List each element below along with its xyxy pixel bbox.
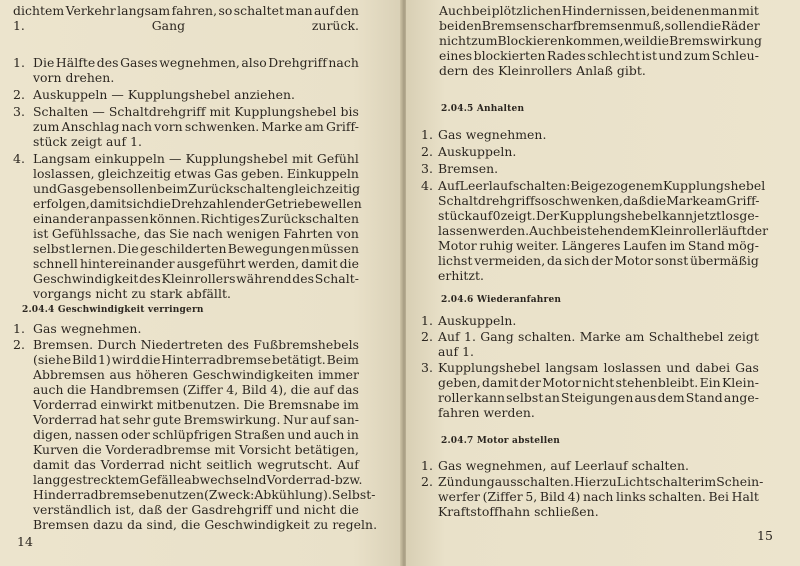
stop-step-line: erhitzt. — [438, 268, 485, 283]
stop-step-line: Auf Leerlauf schalten: Bei gezogenem Kupplungshebel — [438, 178, 766, 193]
restart-step-line: Auskuppeln. — [438, 313, 517, 328]
left-intro-line: 1. Gang zurück. — [13, 18, 359, 33]
right-intro-line: Auch bei plötzlichen Hindernissen, bei denen man mit — [439, 3, 759, 18]
left-step-line: schnell hintereinander ausgeführt werden, damit die — [33, 256, 359, 271]
engine-off-step-number: 1. — [421, 458, 434, 473]
left-step-line: Schalten — Schaltdrehgriff mit Kupplungshebel bis — [33, 104, 359, 119]
section-heading-anhalten: 2.04.5 Anhalten — [441, 104, 525, 114]
left-step-line: Geschwindigkeit des Kleinrollers während des Schalt- — [33, 271, 359, 286]
restart-step-line: geben, damit der Motor nicht stehenbleibt. Ein Klein- — [438, 375, 759, 390]
restart-step-number: 1. — [421, 313, 434, 328]
brake-step-line: damit das Vorderrad nicht seitlich wegrutscht. Auf — [33, 457, 359, 472]
page-number-right: 15 — [757, 528, 773, 543]
left-step-number: 3. — [13, 104, 26, 119]
stop-step-line: stück auf 0 zeigt. Der Kupplungshebel kann jetzt losge- — [438, 208, 759, 223]
left-step-line: ist Gefühlssache, das Sie nach wenigen Fahrten von — [33, 226, 359, 241]
engine-off-step-number: 2. — [421, 474, 434, 489]
left-step-line: einander anpassen können. Richtiges Zurückschalten — [33, 211, 359, 226]
left-step-line: vorgangs nicht zu stark abfällt. — [33, 286, 231, 301]
left-step-line: selbst lernen. Die geschilderten Bewegungen müssen — [33, 241, 359, 256]
restart-step-number: 3. — [421, 360, 434, 375]
brake-step-line: verständlich ist, daß der Gasdrehgriff und nicht die — [33, 502, 359, 517]
left-step-number: 4. — [13, 151, 26, 166]
brake-step-line: Vorderrad hat sehr gute Bremswirkung. Nur auf san- — [33, 412, 359, 427]
brake-step-line: Vorderrad einwirkt mitbenutzen. Die Bremsnabe im — [33, 397, 359, 412]
engine-off-step-line: Gas wegnehmen, auf Leerlauf schalten. — [438, 458, 689, 473]
section-heading-wiederanfahren: 2.04.6 Wiederanfahren — [441, 295, 562, 305]
restart-step-line: fahren werden. — [438, 405, 535, 420]
brake-step-line: Gas wegnehmen. — [33, 321, 142, 336]
section-heading-verringern: 2.04.4 Geschwindigkeit verringern — [22, 305, 204, 315]
brake-step-number: 1. — [13, 321, 26, 336]
right-intro-line: beiden Bremsen scharf bremsen muß, sollen die Räder — [439, 18, 760, 33]
right-intro-line: eines blockierten Rades schlecht ist und zum Schleu- — [439, 48, 759, 63]
left-step-line: und Gasgeben sollen beim Zurückschalten gleichzeitig — [33, 181, 361, 196]
left-step-line: vorn drehen. — [33, 70, 115, 85]
stop-step-line: Motor ruhig weiter. Längeres Laufen im Stand mög- — [438, 238, 759, 253]
restart-step-line: auf 1. — [438, 344, 475, 359]
brake-step-line: Bremsen dazu da sind, die Geschwindigkeit zu regeln. — [33, 517, 378, 532]
restart-step-line: Kupplungshebel langsam loslassen und dabei Gas — [438, 360, 759, 375]
section-heading-motor-abstellen: 2.04.7 Motor abstellen — [441, 436, 561, 446]
left-step-line: zum Anschlag nach vorn schwenken. Marke am Griff- — [33, 119, 359, 134]
brake-step-line: Abbremsen aus höheren Geschwindigkeiten immer — [33, 367, 359, 382]
brake-step-line: (siehe Bild 1) wird die Hinterradbremse betätigt. Beim — [33, 352, 359, 367]
brake-step-line: digen, nassen oder schlüpfrigen Straßen und auch in — [33, 427, 359, 442]
engine-off-step-line: werfer (Ziffer 5, Bild 4) nach links schalten. Bei Halt — [438, 489, 759, 504]
restart-step-number: 2. — [421, 329, 434, 344]
stop-step-number: 3. — [421, 161, 434, 176]
brake-step-line: langgestrecktem Gefälle abwechselnd Vorderrad- bzw. — [33, 472, 363, 487]
left-step-line: Langsam einkuppeln — Kupplungshebel mit Gefühl — [33, 151, 359, 166]
engine-off-step-line: Zündung ausschalten. Hierzu Lichtschalter im Schein- — [438, 474, 764, 489]
left-step-line: erfolgen, damit sich die Drehzahlen der Getriebewellen — [33, 196, 362, 211]
stop-step-line: lassen werden. Auch bei stehendem Kleinroller läuft der — [438, 223, 769, 238]
brake-step-line: Kurven die Vorderadbremse mit Vorsicht betätigen, — [33, 442, 359, 457]
engine-off-step-line: Kraftstoffhahn schließen. — [438, 504, 599, 519]
brake-step-line: auch die Handbremsen (Ziffer 4, Bild 4), die auf das — [33, 382, 359, 397]
left-step-line: Die Hälfte des Gases wegnehmen, also Drehgriff nach — [33, 55, 359, 70]
stop-step-number: 4. — [421, 178, 434, 193]
stop-step-line: Gas wegnehmen. — [438, 127, 547, 142]
left-step-line: Auskuppeln — Kupplungshebel anziehen. — [33, 87, 295, 102]
left-step-line: loslassen, gleichzeitig etwas Gas geben. Einkuppeln — [33, 166, 359, 181]
left-step-line: stück zeigt auf 1. — [33, 134, 142, 149]
right-intro-line: nicht zum Blockieren kommen, weil die Bremswirkung — [439, 33, 763, 48]
brake-step-line: Hinderradbremse benutzen (Zweck: Abkühlung). Selbst- — [33, 487, 376, 502]
stop-step-number: 1. — [421, 127, 434, 142]
left-step-number: 1. — [13, 55, 26, 70]
restart-step-line: roller kann selbst an Steigungen aus dem Stand ange- — [438, 390, 759, 405]
stop-step-line: Schaltdrehgriff so schwenken, daß die Marke am Griff- — [438, 193, 760, 208]
page-number-left: 14 — [17, 534, 33, 549]
brake-step-number: 2. — [13, 337, 26, 352]
stop-step-line: lichst vermeiden, da sich der Motor sonst übermäßig — [438, 253, 759, 268]
restart-step-line: Auf 1. Gang schalten. Marke am Schalthebel zeigt — [438, 329, 759, 344]
left-step-number: 2. — [13, 87, 26, 102]
brake-step-line: Bremsen. Durch Niedertreten des Fußbremshebels — [33, 337, 359, 352]
stop-step-number: 2. — [421, 144, 434, 159]
stop-step-line: Bremsen. — [438, 161, 499, 176]
left-intro-line: dichtem Verkehr langsam fahren, so schaltet man auf den — [13, 3, 359, 18]
stop-step-line: Auskuppeln. — [438, 144, 517, 159]
right-intro-line: dern des Kleinrollers Anlaß gibt. — [439, 63, 646, 78]
